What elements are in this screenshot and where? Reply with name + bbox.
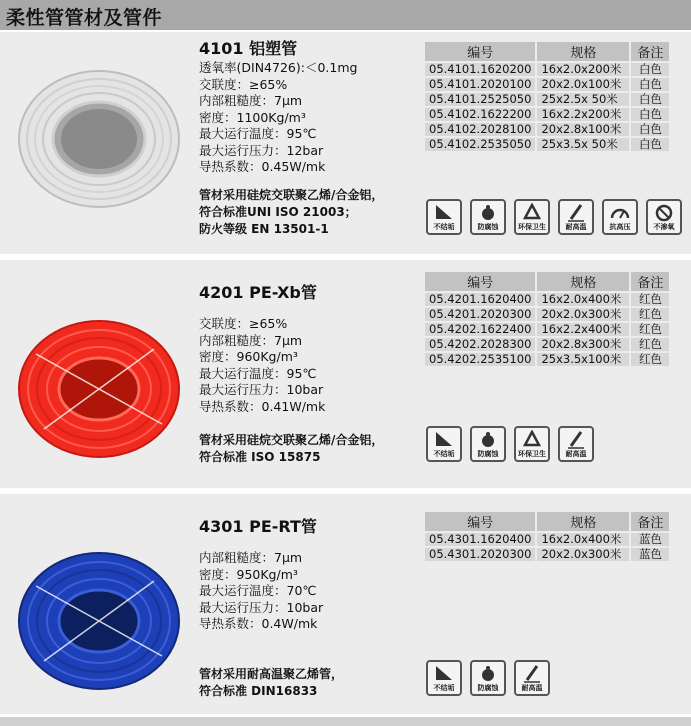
col-header-code: 编号: [425, 272, 535, 291]
spec-list: [199, 60, 357, 176]
cell-spec: 25x2.5x 50米: [535, 93, 629, 106]
spec-line: 最大运行温度：95℃: [199, 365, 317, 381]
spec-line: 最大运行压力：10bar: [199, 382, 324, 397]
cell-color: 红色: [629, 353, 669, 366]
spec-line: 内部粗糙度：7μm: [199, 332, 303, 348]
cell-spec: 20x2.8x300米: [535, 338, 629, 351]
table-row: [425, 63, 669, 76]
note-line: 防火等级 EN 13501-1: [199, 222, 329, 236]
cell-color: 白色: [629, 93, 669, 106]
note-line: 符合标准 ISO 15875: [199, 450, 321, 464]
heat-resist-icon: 耐高温: [558, 199, 594, 235]
spec-line: 最大运行温度：70℃: [199, 583, 317, 598]
spec-line: 最大运行压力：10bar: [199, 599, 324, 615]
cell-spec: 20x2.0x100米: [535, 78, 629, 91]
cell-spec: 20x2.8x100米: [535, 123, 629, 136]
cell-color: 白色: [629, 63, 669, 76]
spec-line: 交联度：≥65%: [199, 76, 288, 92]
cell-code: 05.4201.1620400: [425, 293, 535, 306]
table-row: [425, 548, 669, 561]
spec-table: [425, 40, 669, 153]
spec-line: 导热系数：0.4W/mk: [199, 616, 318, 631]
cell-color: 红色: [629, 293, 669, 306]
spec-line: 最大运行温度：95℃: [199, 126, 317, 141]
cell-color: 白色: [629, 78, 669, 91]
col-header-note: 备注: [629, 42, 669, 61]
feature-icons: [426, 199, 682, 235]
cell-spec: 16x2.0x400米: [535, 293, 629, 306]
table-header-row: [425, 512, 669, 531]
note-line: 管材采用硅烷交联聚乙烯/合金铝，: [199, 433, 384, 447]
cell-code: 05.4101.1620200: [425, 63, 535, 76]
table-row: [425, 78, 669, 91]
material-note: [199, 432, 383, 466]
heat-resist-icon: 耐高温: [558, 426, 594, 462]
cell-code: 05.4202.2535100: [425, 353, 535, 366]
heat-resist-icon: 耐高温: [514, 660, 550, 696]
spec-line: 交联度：≥65%: [199, 316, 288, 331]
cell-color: 白色: [629, 123, 669, 136]
col-header-spec: 规格: [535, 512, 629, 531]
cell-code: 05.4102.1622200: [425, 108, 535, 121]
pipe-coil-image: [14, 546, 184, 696]
note-line: 管材采用硅烷交联聚乙烯/合金铝，: [199, 188, 384, 202]
note-line: 符合标准 DIN16833: [199, 684, 318, 698]
table-row: [425, 293, 669, 306]
spec-line: 内部粗糙度：7μm: [199, 550, 303, 565]
cell-code: 05.4102.2028100: [425, 123, 535, 136]
note-line: 管材采用耐高温聚乙烯管，: [199, 667, 344, 681]
cell-code: 05.4201.2020300: [425, 308, 535, 321]
product-title: 4201 PE-Xb管: [199, 283, 317, 302]
cell-color: 红色: [629, 323, 669, 336]
material-note: [199, 666, 343, 700]
spec-list: [199, 316, 325, 415]
cell-color: 白色: [629, 138, 669, 151]
page-title: 柔性管管材及管件: [6, 7, 163, 29]
pipe-coil-image: [14, 314, 184, 464]
cell-color: 红色: [629, 308, 669, 321]
spec-line: 导热系数：0.45W/mk: [199, 159, 326, 174]
col-header-spec: 规格: [535, 42, 629, 61]
feature-icons: [426, 426, 594, 462]
anticorrosion-icon: 防腐蚀: [470, 199, 506, 235]
cell-spec: 25x3.5x 50米: [535, 138, 629, 151]
bottom-divider: [0, 717, 691, 726]
cell-code: 05.4101.2525050: [425, 93, 535, 106]
table-row: [425, 338, 669, 351]
spec-table: [425, 510, 669, 563]
cell-color: 红色: [629, 338, 669, 351]
table-row: [425, 93, 669, 106]
cell-code: 05.4301.2020300: [425, 548, 535, 561]
spec-line: 最大运行压力：12bar: [199, 142, 324, 158]
cell-code: 05.4101.2020100: [425, 78, 535, 91]
pipe-coil-image: [14, 64, 184, 214]
cell-spec: 16x2.2x200米: [535, 108, 629, 121]
product-title: 4101 铝塑管: [199, 39, 298, 58]
cell-code: 05.4202.2028300: [425, 338, 535, 351]
recycle-icon: 环保卫生: [514, 426, 550, 462]
table-header-row: [425, 272, 669, 291]
table-row: [425, 138, 669, 151]
frost-icon: 不结垢: [426, 199, 462, 235]
cell-color: 白色: [629, 108, 669, 121]
spec-line: 内部粗糙度：7μm: [199, 93, 303, 108]
product-section-4101: [0, 30, 691, 254]
recycle-icon: 环保卫生: [514, 199, 550, 235]
cell-code: 05.4102.2535050: [425, 138, 535, 151]
table-row: [425, 533, 669, 546]
frost-icon: 不结垢: [426, 660, 462, 696]
cell-spec: 20x2.0x300米: [535, 308, 629, 321]
cell-code: 05.4202.1622400: [425, 323, 535, 336]
spec-table: [425, 270, 669, 368]
col-header-code: 编号: [425, 42, 535, 61]
cell-spec: 25x3.5x100米: [535, 353, 629, 366]
col-header-spec: 规格: [535, 272, 629, 291]
table-row: [425, 123, 669, 136]
anticorrosion-icon: 防腐蚀: [470, 660, 506, 696]
spec-list: [199, 550, 323, 633]
cell-spec: 16x2.0x200米: [535, 63, 629, 76]
product-section-4201: [0, 258, 691, 488]
spec-line: 导热系数：0.41W/mk: [199, 398, 326, 414]
cell-spec: 20x2.0x300米: [535, 548, 629, 561]
spec-line: 密度：950Kg/m³: [199, 566, 298, 582]
spec-line: 密度：1100Kg/m³: [199, 109, 306, 125]
cell-spec: 16x2.0x400米: [535, 533, 629, 546]
table-row: [425, 353, 669, 366]
cell-spec: 16x2.2x400米: [535, 323, 629, 336]
cell-color: 蓝色: [629, 533, 669, 546]
cell-code: 05.4301.1620400: [425, 533, 535, 546]
feature-icons: [426, 660, 550, 696]
spec-line: 密度：960Kg/m³: [199, 349, 298, 364]
frost-icon: 不结垢: [426, 426, 462, 462]
table-row: [425, 323, 669, 336]
table-row: [425, 108, 669, 121]
material-note: [199, 187, 383, 238]
table-row: [425, 308, 669, 321]
table-header-row: [425, 42, 669, 61]
note-line: 符合标准UNI ISO 21003；: [199, 205, 357, 219]
anticorrosion-icon: 防腐蚀: [470, 426, 506, 462]
pressure-gauge-icon: 抗高压: [602, 199, 638, 235]
product-section-4301: [0, 492, 691, 714]
col-header-note: 备注: [629, 272, 669, 291]
col-header-note: 备注: [629, 512, 669, 531]
spec-line: 透氧率(DIN4726):＜0.1mg: [199, 60, 358, 75]
cell-color: 蓝色: [629, 548, 669, 561]
product-title: 4301 PE-RT管: [199, 517, 317, 536]
page-header: [0, 0, 691, 30]
col-header-code: 编号: [425, 512, 535, 531]
no-leak-icon: 不渗氧: [646, 199, 682, 235]
